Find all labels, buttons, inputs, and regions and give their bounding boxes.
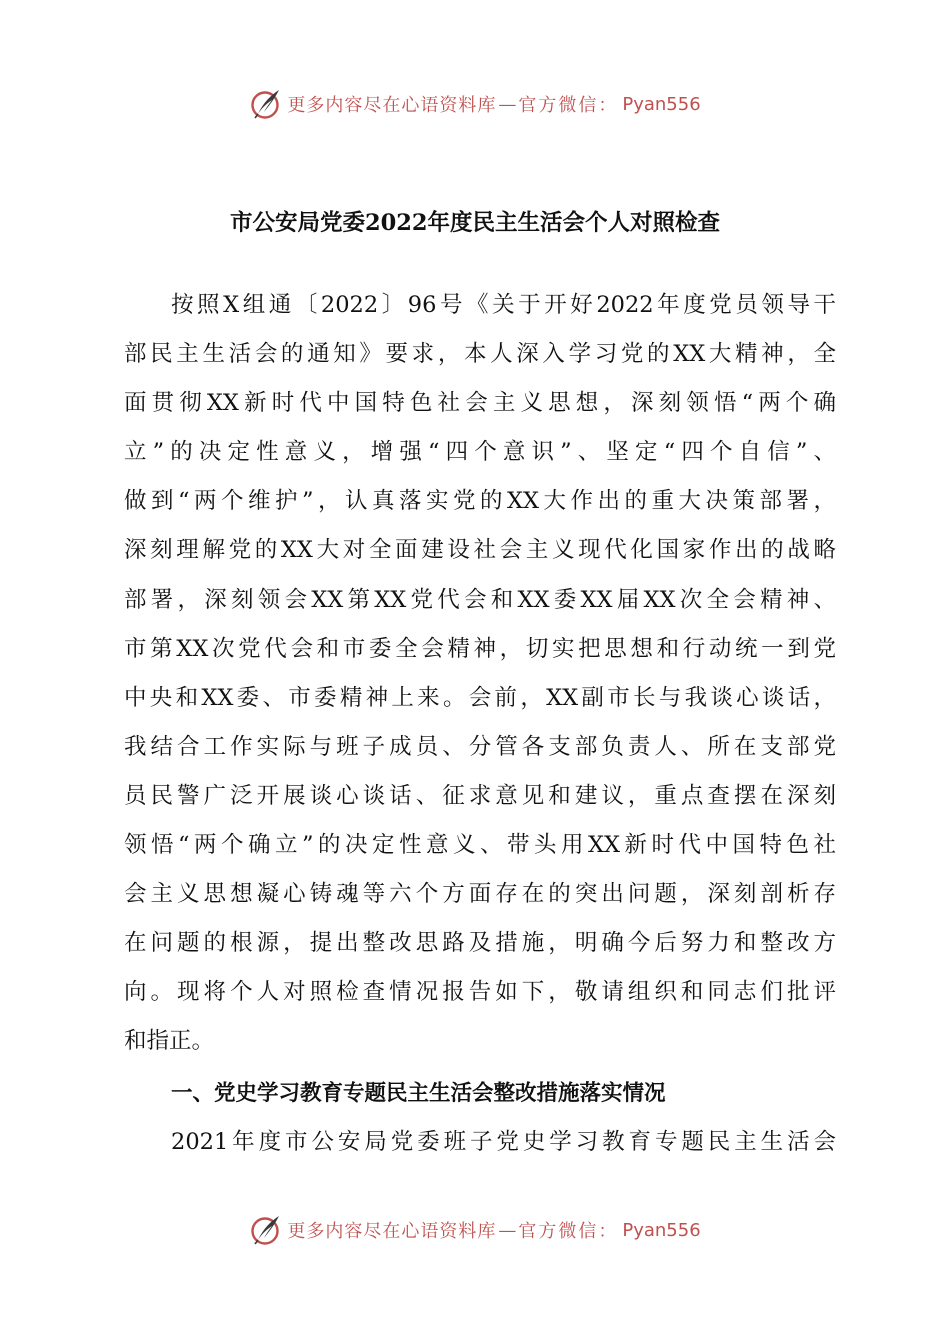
- watermark-text: 更多内容尽在心语资料库: [287, 1221, 497, 1242]
- paragraph-line: 2021年度市公安局党委班子党史学习教育专题民主生活会: [171, 1128, 836, 1155]
- paragraph-line: 员民警广泛开展谈心谈话、征求意见和建议，重点查摆在深刻: [124, 782, 836, 809]
- watermark-label: 官方微信：: [518, 1221, 619, 1242]
- watermark-wechat-id: Pyan556: [622, 93, 701, 115]
- paragraph-line: 深刻理解党的XX大对全面建设社会主义现代化国家作出的战略: [124, 537, 836, 564]
- paragraph-line: 市第XX次党代会和市委全会精神，切实把思想和行动统一到党: [124, 635, 836, 662]
- watermark-text: 更多内容尽在心语资料库: [287, 95, 497, 116]
- document-title: 市公安局党委2022年度民主生活会个人对照检查: [229, 210, 721, 236]
- watermark-header: [0, 84, 950, 124]
- paragraph-line: 面贯彻XX新时代中国特色社会主义思想，深刻领悟“两个确: [124, 390, 836, 417]
- paragraph-line: 领悟“两个确立”的决定性意义、带头用XX新时代中国特色社: [124, 832, 836, 859]
- paragraph-line: 按照X组通〔2022〕96号《关于开好2022年度党员领导干: [171, 292, 836, 318]
- section-heading: 一、党史学习教育专题民主生活会整改措施落实情况: [171, 1080, 666, 1106]
- quill-pen-circle-icon: [249, 1213, 283, 1247]
- paragraph-line: 在问题的根源，提出整改思路及措施，明确今后努力和整改方: [124, 930, 836, 957]
- paragraph-line: 做到“两个维护”，认真落实党的XX大作出的重大决策部署，: [124, 488, 836, 515]
- document-body: [124, 281, 836, 1167]
- paragraph-line: 部民主生活会的通知》要求，本人深入学习党的XX大精神，全: [124, 341, 836, 368]
- paragraph-line: 向。现将个人对照检查情况报告如下，敬请组织和同志们批评: [124, 979, 836, 1006]
- paragraph-line: 中央和XX委、市委精神上来。会前，XX副市长与我谈心谈话，: [124, 684, 836, 711]
- paragraph-line: 我结合工作实际与班子成员、分管各支部负责人、所在支部党: [124, 733, 836, 760]
- watermark-label: 官方微信：: [518, 95, 619, 116]
- watermark-separator: —: [498, 93, 517, 115]
- paragraph-line: 和指正。: [124, 1028, 215, 1055]
- quill-pen-circle-icon: [249, 87, 283, 121]
- watermark-footer: [0, 1210, 950, 1250]
- paragraph-line: 部署，深刻领会XX第XX党代会和XX委XX届XX次全会精神、: [124, 586, 836, 613]
- paragraph-line: 立”的决定性意义，增强“四个意识”、坚定“四个自信”、: [124, 439, 836, 466]
- watermark-separator: —: [498, 1219, 517, 1241]
- paragraph-line: 会主义思想凝心铸魂等六个方面存在的突出问题，深刻剖析存: [124, 881, 836, 908]
- watermark-wechat-id: Pyan556: [622, 1219, 701, 1241]
